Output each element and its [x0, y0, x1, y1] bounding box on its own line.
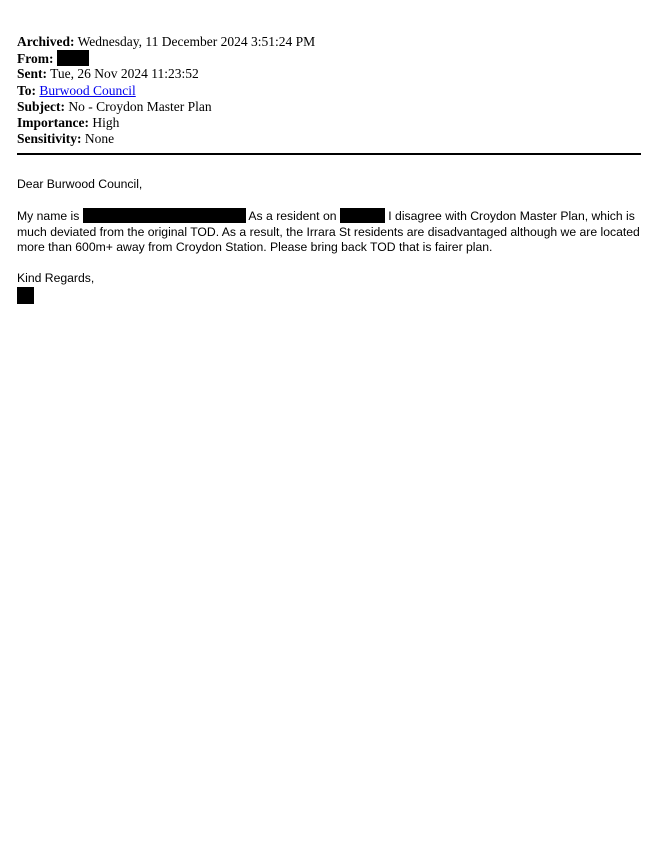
body-line-2: much deviated from the original TOD. As a result, the Irrara St residents are disadvantaged although we are located [17, 224, 640, 239]
paragraph-gap [17, 256, 641, 272]
sent-label: Sent: [17, 66, 47, 82]
archived-value: Wednesday, 11 December 2024 3:51:24 PM [77, 34, 316, 49]
redaction-block-sender [57, 50, 89, 66]
to-label: To: [17, 82, 37, 98]
to-row [17, 83, 641, 99]
sensitivity-value: None [84, 131, 115, 147]
redaction-block-signature [17, 287, 34, 304]
subject-row [17, 99, 641, 115]
sensitivity-row [17, 131, 641, 147]
to-recipient-link[interactable]: Burwood Council [39, 82, 136, 98]
archived-row [17, 34, 641, 50]
archived-label: Archived: [17, 34, 75, 49]
signature-row [17, 287, 641, 305]
header-divider [17, 153, 641, 155]
redaction-block-street [340, 208, 385, 223]
body-line-1-part-a: My name is [17, 209, 80, 223]
greeting: Dear Burwood Council, [17, 177, 143, 191]
body-line-3: more than 600m+ away from Croydon Station. Please bring back TOD that is fairer plan. [17, 240, 493, 254]
sent-value: Tue, 26 Nov 2024 11:23:52 [50, 66, 199, 82]
subject-value: No - Croydon Master Plan [68, 98, 212, 114]
body-line-1-part-c: I disagree with Croydon Master Plan, which is [388, 209, 635, 223]
importance-value: High [92, 114, 120, 130]
body-line-1-part-b: As a resident on [248, 209, 337, 223]
redaction-block-name [83, 208, 246, 223]
email-header [17, 34, 641, 147]
sensitivity-label: Sensitivity: [17, 131, 82, 147]
importance-row [17, 115, 641, 131]
sent-row [17, 66, 641, 82]
importance-label: Importance: [17, 114, 89, 130]
from-label: From: [17, 51, 54, 67]
body-line-1 [17, 208, 641, 225]
signoff: Kind Regards, [17, 271, 95, 285]
email-body [17, 177, 641, 305]
paragraph-gap [17, 193, 641, 209]
from-row [17, 50, 641, 66]
subject-label: Subject: [17, 98, 65, 114]
